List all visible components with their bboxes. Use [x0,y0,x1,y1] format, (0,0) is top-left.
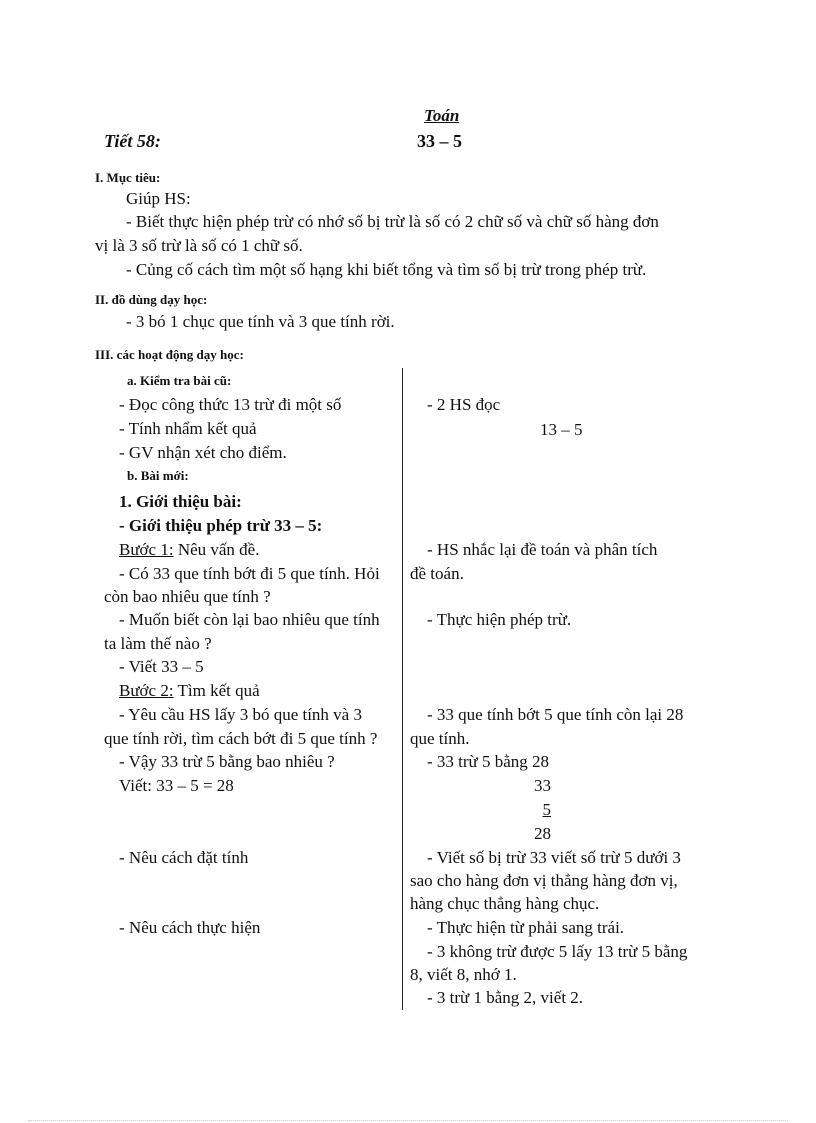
right-5b: sao cho hàng đơn vị thẳng hàng đơn vị, [410,871,678,890]
intro-sub: - Giới thiệu phép trừ 33 – 5: [119,516,323,535]
left-q4a: - Yêu cầu HS lấy 3 bó que tính và 3 [119,705,362,724]
right-3b: que tính. [410,729,470,748]
step2-text: Tìm kết quả [173,681,260,700]
right-1b: đề toán. [410,564,464,583]
lesson-number: Tiết 58: [104,131,161,151]
step2-label: Bước 2: [119,681,174,700]
section1-heading: I. Mục tiêu: [95,170,161,185]
section1-intro: Giúp HS: [126,189,191,208]
left-q4b: que tính rời, tìm cách bớt đi 5 que tính ? [104,729,378,748]
section1-line1b: vị là 3 số trừ là số có 1 chữ số. [95,236,303,255]
left-q3: - Viết 33 – 5 [119,657,204,676]
right-4: - 33 trừ 5 bằng 28 [427,752,550,771]
left-q8: - Nêu cách thực hiện [119,918,261,937]
left-q1a: - Có 33 que tính bớt đi 5 que tính. Hỏi [119,564,380,583]
section2-heading: II. đồ dùng dạy học: [95,292,208,307]
left-q1b: còn bao nhiêu que tính ? [104,587,271,606]
right-2: - Thực hiện phép trừ. [427,610,572,629]
right-3a: - 33 que tính bớt 5 que tính còn lại 28 [427,705,684,724]
right-a2: 13 – 5 [540,420,583,439]
section1-line1a: - Biết thực hiện phép trừ có nhớ số bị trừ là số có 2 chữ số và chữ số hàng đơn [126,212,659,231]
left-q2b: ta làm thế nào ? [104,634,212,653]
lesson-title: 33 – 5 [417,131,462,151]
intro-heading: 1. Giới thiệu bài: [119,492,242,511]
right-1a: - HS nhắc lại đề toán và phân tích [427,540,658,559]
left-q2a: - Muốn biết còn lại bao nhiêu que tính [119,610,380,629]
page-bottom-divider [28,1120,788,1121]
left-q7: - Nêu cách đặt tính [119,848,249,867]
calc-subtrahend: 5 [542,800,551,819]
right-8: - 3 trừ 1 bằng 2, viết 2. [427,988,584,1007]
section1-line2: - Củng cố cách tìm một số hạng khi biết tổng và tìm số bị trừ trong phép trừ. [126,260,647,279]
calc-minuend: 33 [534,776,551,795]
step1-line [119,540,259,560]
step1-label: Bước 1: [119,540,174,559]
left-line-a3: - GV nhận xét cho điểm. [119,443,287,462]
calc-result: 28 [534,824,551,843]
sub-b-heading: b. Bài mới: [127,468,189,483]
right-a1: - 2 HS đọc [427,395,501,414]
right-5c: hàng chục thẳng hàng chục. [410,894,600,913]
left-q6: Viết: 33 – 5 = 28 [119,776,234,795]
left-q5: - Vậy 33 trừ 5 bằng bao nhiêu ? [119,752,335,771]
right-5a: - Viết số bị trừ 33 viết số trừ 5 dưới 3 [427,848,681,867]
left-line-a2: - Tính nhẩm kết quả [119,419,257,438]
right-7b: 8, viết 8, nhớ 1. [410,965,517,984]
column-divider [402,368,403,1010]
section2-line1: - 3 bó 1 chục que tính và 3 que tính rời. [126,312,395,331]
step2-line [119,681,260,701]
left-line-a1: - Đọc công thức 13 trừ đi một số [119,395,342,414]
step1-text: Nêu vấn đề. [173,540,260,559]
right-7a: - 3 không trừ được 5 lấy 13 trừ 5 bằng [427,942,688,961]
sub-a-heading: a. Kiểm tra bài cũ: [127,373,232,388]
section3-heading: III. các hoạt động dạy học: [95,347,244,362]
subject-title: Toán [424,106,460,125]
right-6: - Thực hiện từ phải sang trái. [427,918,625,937]
